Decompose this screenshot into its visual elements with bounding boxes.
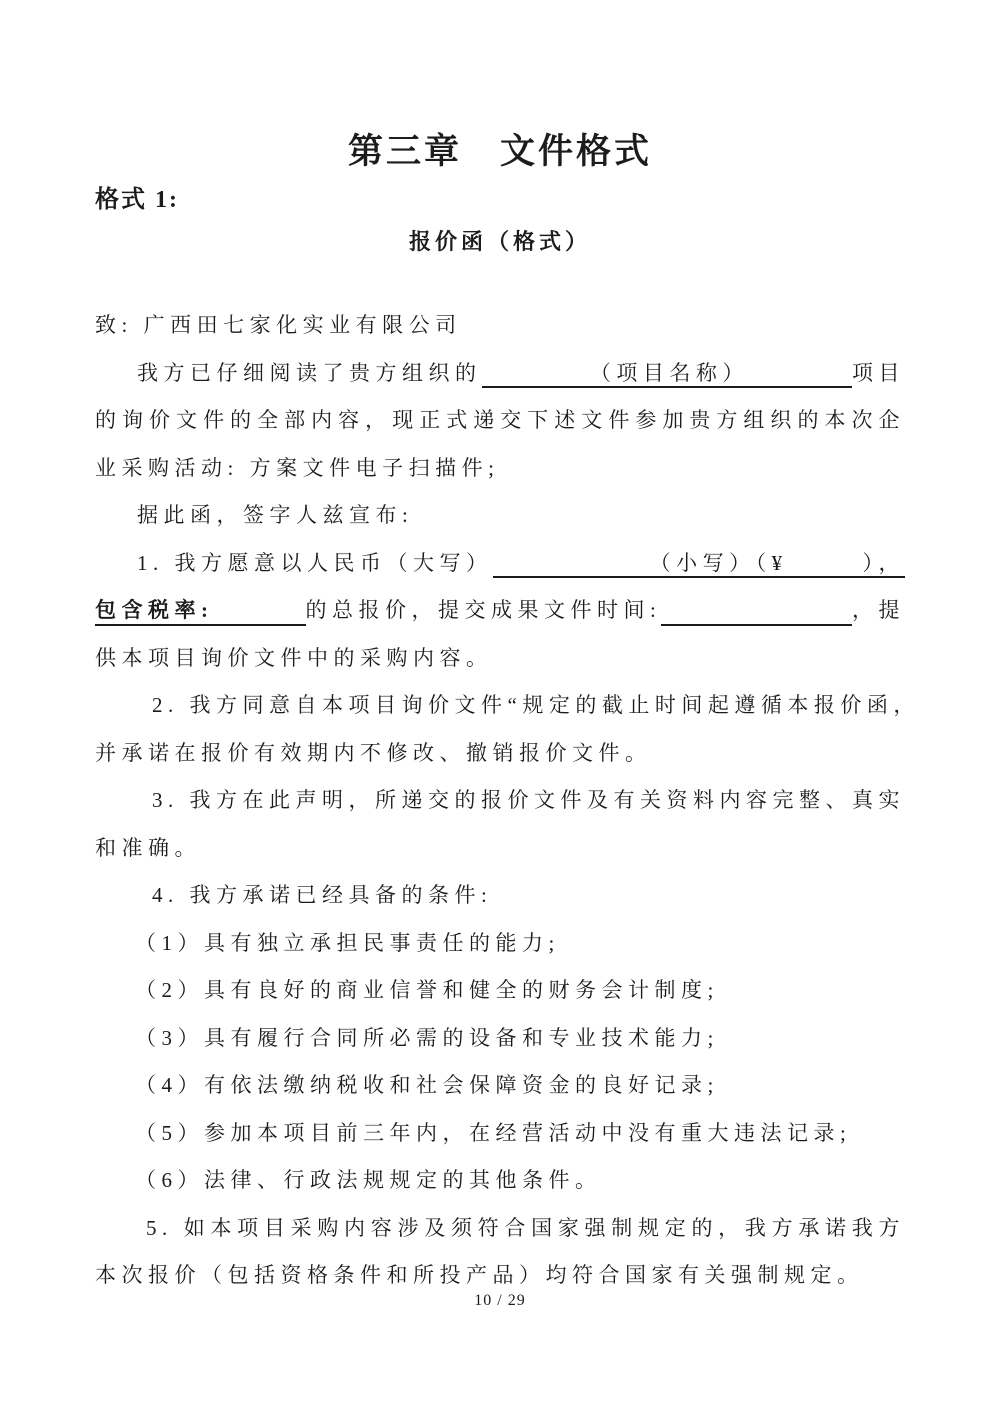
intro-line-3: 业采购活动: 方案文件电子扫描件; (95, 455, 500, 480)
item5-line-1: 5. 如本项目采购内容涉及须符合国家强制规定的，我方承诺我方 (146, 1215, 905, 1240)
condition-item-3: （3）具有履行合同所必需的设备和专业技术能力; (135, 1025, 719, 1050)
price-blank-group (493, 540, 906, 588)
item1-line-2 (95, 587, 905, 635)
item1-line-2-text: 的总报价，提交成果文件时间: (305, 598, 662, 622)
item1-line-1-text: 1. 我方愿意以人民币（大写） (137, 550, 493, 575)
blank-delivery-time (661, 587, 852, 635)
addressee-line: 致: 广西田七家化实业有限公司 (95, 313, 462, 337)
lowercase-amount-label: （小写）（¥ (649, 550, 788, 575)
intro-line-1-text: 我方已仔细阅读了贵方组织的 (137, 360, 482, 385)
blank-before-project-name (482, 350, 590, 398)
condition-item-6: （6）法律、行政法规规定的其他条件。 (135, 1168, 602, 1192)
blank-after-project-name (749, 350, 852, 398)
intro-line-1 (95, 350, 905, 398)
project-name-blank-group (482, 350, 853, 398)
page-number: 10 / 29 (474, 1292, 526, 1309)
item3-line-1: 3. 我方在此声明，所递交的报价文件及有关资料内容完整、真实 (152, 788, 905, 812)
item1-line-1 (95, 540, 905, 588)
item1-line-2-tail: ，提 (852, 598, 905, 622)
item2-line-2: 并承诺在报价有效期内不修改、撤销报价文件。 (95, 740, 652, 765)
tax-rate-label: 包含税率: (95, 587, 214, 635)
item2-line-1: 2. 我方同意自本项目询价文件“规定的截止时间起遵循本报价函， (152, 693, 920, 717)
item1-line-3: 供本项目询价文件中的采购内容。 (95, 645, 493, 670)
letter-title: 报价函（格式） (408, 229, 591, 254)
intro-line-1-tail: 项目 (852, 360, 905, 385)
blank-amount-numeric (788, 540, 863, 588)
declaration-line: 据此函，签字人兹宣布: (137, 503, 414, 527)
item5-line-2: 本次报价（包括资格条件和所投产品）均符合国家有关强制规定。 (95, 1263, 864, 1287)
item3-line-2: 和准确。 (95, 835, 201, 860)
item1-line-1-tail: ）， (862, 550, 905, 575)
chapter-title: 第三章 文件格式 (347, 132, 652, 171)
blank-amount-uppercase (493, 540, 650, 588)
condition-item-2: （2）具有良好的商业信誉和健全的财务会计制度; (135, 978, 719, 1002)
format-label: 格式 1: (95, 187, 179, 213)
condition-item-5: （5）参加本项目前三年内，在经营活动中没有重大违法记录; (135, 1120, 852, 1145)
condition-item-4: （4）有依法缴纳税收和社会保障资金的良好记录; (135, 1073, 719, 1097)
intro-line-2: 的询价文件的全部内容，现正式递交下述文件参加贵方组织的本次企 (95, 408, 905, 432)
project-name-placeholder: （项目名称） (589, 360, 749, 385)
condition-item-1: （1）具有独立承担民事责任的能力; (135, 930, 560, 955)
blank-tax-rate (214, 587, 306, 635)
item4-heading: 4. 我方承诺已经具备的条件: (152, 883, 493, 907)
letter-body (95, 302, 920, 1300)
